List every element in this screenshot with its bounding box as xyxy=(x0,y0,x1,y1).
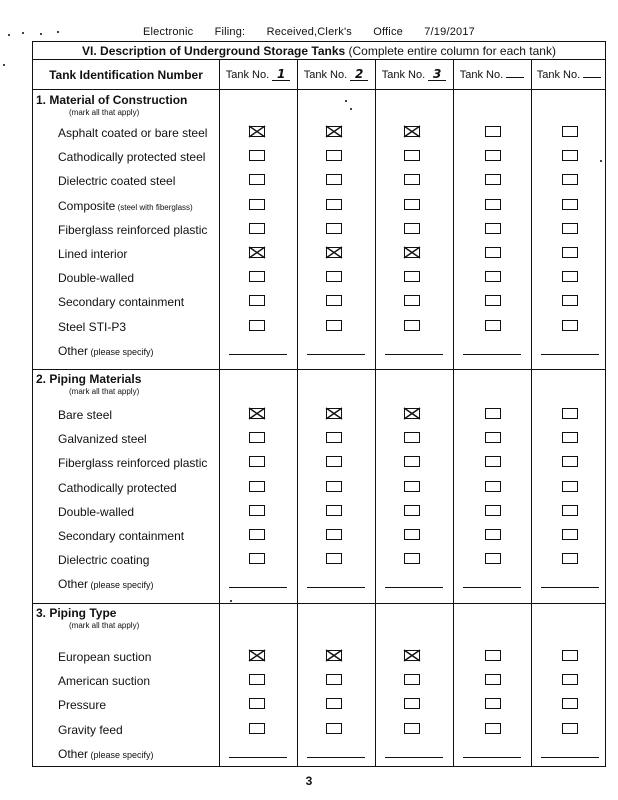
row-label: Gravity feed xyxy=(58,722,123,737)
checkbox-checked[interactable] xyxy=(404,650,420,661)
checkbox[interactable] xyxy=(562,408,578,419)
checkbox[interactable] xyxy=(404,199,420,210)
scan-speck xyxy=(57,31,59,33)
check-x-mark-icon xyxy=(249,408,265,419)
checkbox[interactable] xyxy=(562,223,578,234)
checklist-row xyxy=(33,124,605,148)
check-x-mark-icon xyxy=(404,247,420,258)
checkbox[interactable] xyxy=(485,481,501,492)
checklist-row xyxy=(33,269,605,293)
checkbox[interactable] xyxy=(326,505,342,516)
checkbox[interactable] xyxy=(326,723,342,734)
checkbox[interactable] xyxy=(326,271,342,282)
checkbox[interactable] xyxy=(485,199,501,210)
checkbox[interactable] xyxy=(485,126,501,137)
filing-header xyxy=(0,26,618,38)
checkbox[interactable] xyxy=(404,432,420,443)
header-received: Received,Clerk's xyxy=(266,26,352,38)
checkbox[interactable] xyxy=(249,223,265,234)
checkbox[interactable] xyxy=(485,723,501,734)
checklist-row xyxy=(33,245,605,269)
row-label: Pressure xyxy=(58,698,107,713)
checkbox-checked[interactable] xyxy=(404,126,420,137)
checkbox[interactable] xyxy=(485,150,501,161)
checkbox[interactable] xyxy=(404,529,420,540)
checkbox[interactable] xyxy=(326,456,342,467)
row-label: Asphalt coated or bare steel xyxy=(58,126,208,140)
other-label: Other (please specify) xyxy=(58,577,154,592)
checkbox[interactable] xyxy=(326,174,342,185)
checkbox[interactable] xyxy=(562,456,578,467)
checkbox-checked[interactable] xyxy=(249,126,265,137)
checkbox[interactable] xyxy=(562,320,578,331)
row-label: Fiberglass reinforced plastic xyxy=(58,456,208,471)
row-label: Cathodically protected steel xyxy=(58,150,206,165)
checklist-row xyxy=(33,406,605,430)
header-filing: Filing: xyxy=(214,26,246,38)
check-x-mark-icon xyxy=(404,408,420,419)
section-title: 2. Piping Materials xyxy=(36,372,142,386)
section-title: 1. Material of Construction xyxy=(36,93,188,107)
section-subtitle: (mark all that apply) xyxy=(69,108,140,117)
checkbox[interactable] xyxy=(562,723,578,734)
checkbox[interactable] xyxy=(485,408,501,419)
checklist-row xyxy=(33,527,605,551)
checklist-row xyxy=(33,148,605,172)
checkbox[interactable] xyxy=(249,432,265,443)
check-x-mark-icon xyxy=(326,247,342,258)
checkbox[interactable] xyxy=(562,529,578,540)
other-specify-field[interactable] xyxy=(541,757,599,758)
ust-form-table xyxy=(32,41,606,767)
scan-speck xyxy=(40,33,42,35)
checkbox[interactable] xyxy=(404,456,420,467)
checkbox[interactable] xyxy=(326,223,342,234)
checkbox[interactable] xyxy=(326,698,342,709)
checkbox[interactable] xyxy=(485,174,501,185)
other-label: Other (please specify) xyxy=(58,746,154,761)
checkbox[interactable] xyxy=(404,223,420,234)
checkbox[interactable] xyxy=(404,150,420,161)
form-title xyxy=(33,42,605,60)
checkbox-checked[interactable] xyxy=(326,650,342,661)
other-specify-field[interactable] xyxy=(229,354,287,355)
row-label: Secondary containment xyxy=(58,529,185,543)
checkbox[interactable] xyxy=(485,650,501,661)
checkbox[interactable] xyxy=(485,553,501,564)
checkbox[interactable] xyxy=(249,295,265,306)
other-specify-field[interactable] xyxy=(307,757,365,758)
checkbox[interactable] xyxy=(485,674,501,685)
row-label: European suction xyxy=(58,650,152,664)
checklist-row xyxy=(33,172,605,196)
checklist-row xyxy=(33,672,605,696)
checkbox[interactable] xyxy=(326,199,342,210)
checkbox[interactable] xyxy=(326,481,342,492)
section-divider xyxy=(33,369,605,370)
tank-header-4: Tank No. xyxy=(453,60,531,90)
check-x-mark-icon xyxy=(326,408,342,419)
header-date: 7/19/2017 xyxy=(424,26,475,38)
checkbox[interactable] xyxy=(404,320,420,331)
other-specify-field[interactable] xyxy=(307,587,365,588)
checkbox[interactable] xyxy=(562,295,578,306)
other-label: Other (please specify) xyxy=(58,343,154,358)
checklist-row xyxy=(33,479,605,503)
checkbox[interactable] xyxy=(562,174,578,185)
check-x-mark-icon xyxy=(326,126,342,137)
checkbox-checked[interactable] xyxy=(326,126,342,137)
other-specify-field[interactable] xyxy=(541,587,599,588)
checkbox[interactable] xyxy=(404,174,420,185)
tank-id-header: Tank Identification Number xyxy=(49,68,203,82)
checkbox[interactable] xyxy=(485,320,501,331)
tank-number-field[interactable]: 2 xyxy=(350,68,368,81)
other-specify-field[interactable] xyxy=(541,354,599,355)
other-specify-field[interactable] xyxy=(385,354,443,355)
tank-header-5: Tank No. xyxy=(531,60,607,90)
checkbox[interactable] xyxy=(485,247,501,258)
checklist-row xyxy=(33,551,605,575)
tank-header-2: Tank No. 2 xyxy=(297,60,375,90)
checkbox-checked[interactable] xyxy=(326,408,342,419)
checkbox[interactable] xyxy=(485,295,501,306)
checkbox[interactable] xyxy=(485,223,501,234)
tank-header-3: Tank No. 3 xyxy=(375,60,453,90)
row-label: Composite (steel with fiberglass) xyxy=(58,198,193,213)
other-specify-field[interactable] xyxy=(385,587,443,588)
row-label: American suction xyxy=(58,674,151,689)
checkbox[interactable] xyxy=(249,456,265,467)
checkbox[interactable] xyxy=(562,698,578,709)
checklist-row xyxy=(33,721,605,745)
other-row xyxy=(33,575,605,599)
other-specify-field[interactable] xyxy=(229,587,287,588)
checkbox[interactable] xyxy=(249,320,265,331)
checkbox[interactable] xyxy=(485,698,501,709)
check-x-mark-icon xyxy=(404,650,420,661)
checkbox[interactable] xyxy=(562,432,578,443)
checkbox[interactable] xyxy=(562,271,578,282)
checkbox[interactable] xyxy=(562,650,578,661)
form-title-main: VI. Description of Underground Storage Tanks xyxy=(82,44,346,58)
checkbox[interactable] xyxy=(249,674,265,685)
section-divider xyxy=(33,603,605,604)
checkbox[interactable] xyxy=(404,295,420,306)
checkbox[interactable] xyxy=(249,529,265,540)
other-row xyxy=(33,342,605,366)
checkbox[interactable] xyxy=(562,674,578,685)
tank-number-field[interactable] xyxy=(583,77,601,78)
other-specify-field[interactable] xyxy=(463,757,521,758)
checkbox[interactable] xyxy=(326,674,342,685)
scan-speck xyxy=(22,32,24,34)
checkbox[interactable] xyxy=(485,432,501,443)
checkbox[interactable] xyxy=(562,481,578,492)
checklist-row xyxy=(33,696,605,720)
checklist-row xyxy=(33,430,605,454)
other-specify-field[interactable] xyxy=(463,587,521,588)
section-subtitle: (mark all that apply) xyxy=(69,621,140,630)
other-specify-field[interactable] xyxy=(229,757,287,758)
checkbox[interactable] xyxy=(326,150,342,161)
other-row xyxy=(33,745,605,769)
checkbox[interactable] xyxy=(562,505,578,516)
checkbox[interactable] xyxy=(249,723,265,734)
row-label: Lined interior xyxy=(58,247,128,261)
row-label: Bare steel xyxy=(58,408,113,422)
row-label: Steel STI-P3 xyxy=(58,319,127,334)
checkbox[interactable] xyxy=(249,553,265,564)
header-electronic: Electronic xyxy=(143,26,194,38)
row-label: Cathodically protected xyxy=(58,480,177,495)
checkbox-checked[interactable] xyxy=(404,247,420,258)
row-label: Double-walled xyxy=(58,504,135,519)
tank-number-field[interactable]: 3 xyxy=(428,68,446,81)
checkbox[interactable] xyxy=(562,247,578,258)
checkbox[interactable] xyxy=(485,456,501,467)
checkbox[interactable] xyxy=(326,432,342,443)
check-x-mark-icon xyxy=(404,126,420,137)
checklist-row xyxy=(33,318,605,342)
checkbox-checked[interactable] xyxy=(249,408,265,419)
checklist-row xyxy=(33,293,605,317)
check-x-mark-icon xyxy=(249,650,265,661)
checkbox[interactable] xyxy=(404,271,420,282)
other-specify-field[interactable] xyxy=(385,757,443,758)
checkbox[interactable] xyxy=(249,174,265,185)
checklist-row xyxy=(33,648,605,672)
checkbox[interactable] xyxy=(249,199,265,210)
tank-number-field[interactable] xyxy=(506,77,524,78)
row-label: Dielectric coated steel xyxy=(58,174,176,189)
form-title-note: (Complete entire column for each tank) xyxy=(348,44,556,58)
other-specify-field[interactable] xyxy=(307,354,365,355)
row-label: Double-walled xyxy=(58,271,135,286)
checkbox-checked[interactable] xyxy=(404,408,420,419)
checklist-row xyxy=(33,197,605,221)
checkbox[interactable] xyxy=(249,271,265,282)
checkbox[interactable] xyxy=(562,150,578,161)
checkbox[interactable] xyxy=(404,723,420,734)
checkbox[interactable] xyxy=(249,505,265,516)
checklist-row xyxy=(33,221,605,245)
row-label: Fiberglass reinforced plastic xyxy=(58,222,208,237)
row-label: Secondary containment xyxy=(58,295,185,310)
checkbox[interactable] xyxy=(326,295,342,306)
check-x-mark-icon xyxy=(249,247,265,258)
column-header-row xyxy=(33,60,605,90)
section-subtitle: (mark all that apply) xyxy=(69,387,140,396)
checkbox[interactable] xyxy=(326,529,342,540)
header-office: Office xyxy=(373,26,403,38)
check-x-mark-icon xyxy=(326,650,342,661)
checkbox[interactable] xyxy=(326,320,342,331)
checkbox[interactable] xyxy=(562,126,578,137)
checkbox[interactable] xyxy=(404,698,420,709)
scan-speck xyxy=(600,160,602,162)
checkbox[interactable] xyxy=(485,505,501,516)
page-number: 3 xyxy=(305,774,313,788)
scan-speck xyxy=(350,108,352,110)
scan-speck xyxy=(345,100,347,102)
checkbox[interactable] xyxy=(404,481,420,492)
other-specify-field[interactable] xyxy=(463,354,521,355)
checkbox[interactable] xyxy=(562,553,578,564)
row-label: Dielectric coating xyxy=(58,553,150,568)
scan-speck xyxy=(230,600,232,602)
checkbox[interactable] xyxy=(404,505,420,516)
check-x-mark-icon xyxy=(249,126,265,137)
tank-number-field[interactable]: 1 xyxy=(272,68,290,81)
scan-speck xyxy=(3,64,5,66)
checkbox[interactable] xyxy=(404,553,420,564)
section-title: 3. Piping Type xyxy=(36,606,117,620)
checklist-row xyxy=(33,454,605,478)
checkbox[interactable] xyxy=(485,529,501,540)
checkbox[interactable] xyxy=(404,674,420,685)
checklist-row xyxy=(33,503,605,527)
checkbox[interactable] xyxy=(326,553,342,564)
tank-header-1: Tank No. 1 xyxy=(219,60,297,90)
checkbox-checked[interactable] xyxy=(249,247,265,258)
checkbox[interactable] xyxy=(249,150,265,161)
checkbox[interactable] xyxy=(249,698,265,709)
row-label: Galvanized steel xyxy=(58,432,147,447)
checkbox-checked[interactable] xyxy=(326,247,342,258)
checkbox[interactable] xyxy=(485,271,501,282)
scan-speck xyxy=(8,34,10,36)
checkbox-checked[interactable] xyxy=(249,650,265,661)
checkbox[interactable] xyxy=(249,481,265,492)
checkbox[interactable] xyxy=(562,199,578,210)
